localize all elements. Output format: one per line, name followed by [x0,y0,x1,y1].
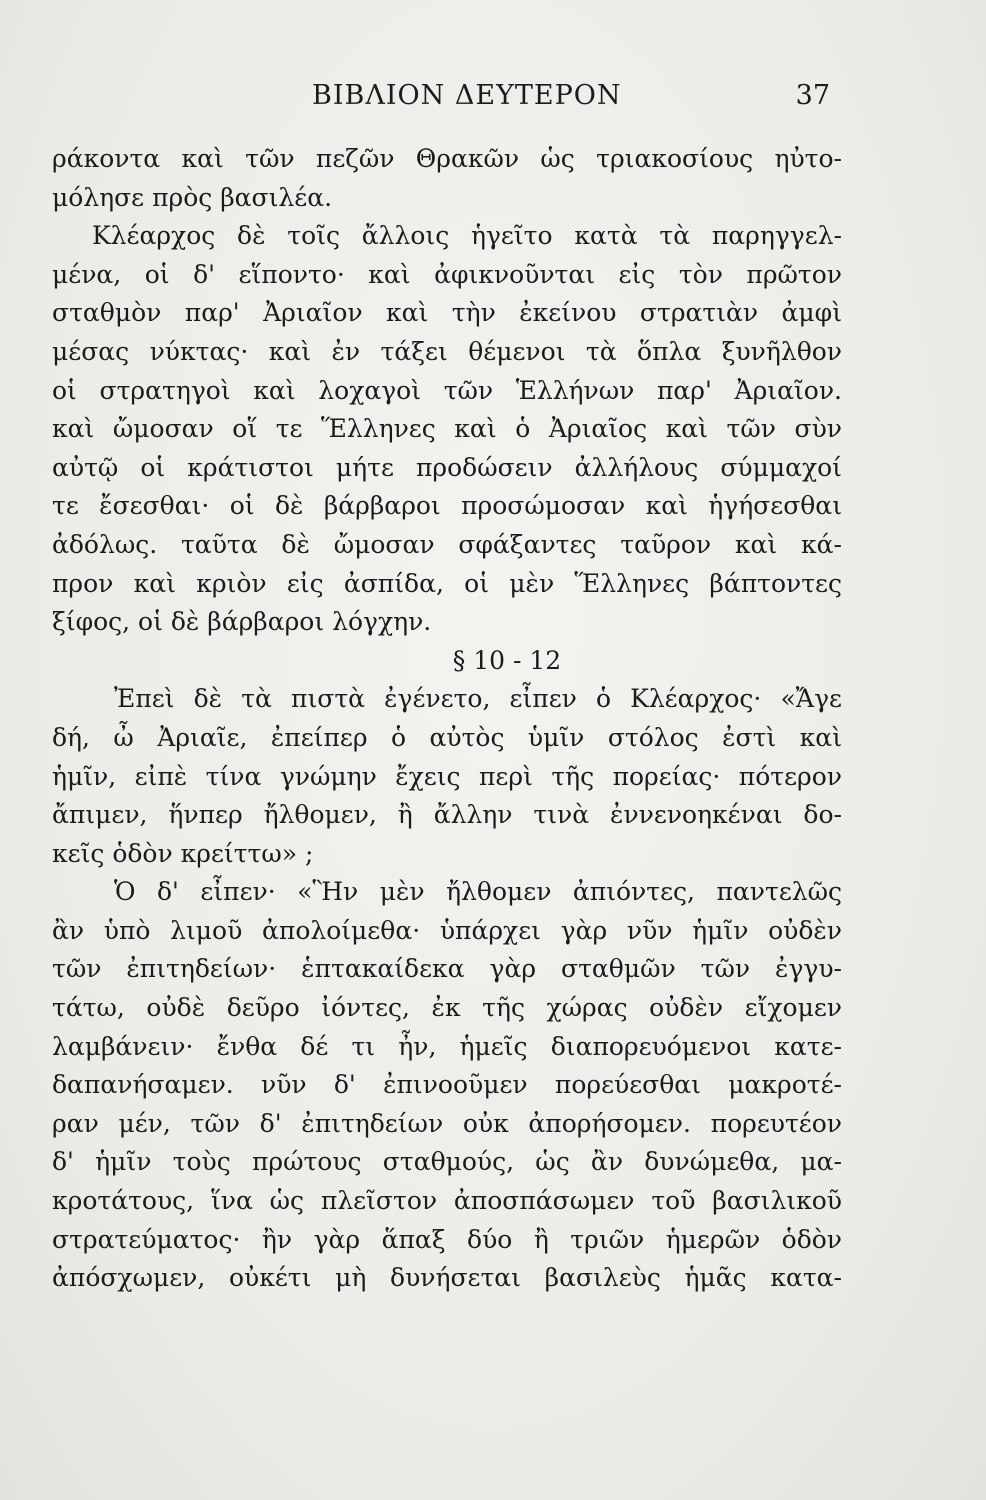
section-heading: § 10 - 12 [452,645,562,675]
text-line: λαμβάνειν· ἔνθα δέ τι ἦν, ἡμεῖς διαπορευόμενοι κατε- [52,1031,842,1061]
text-line: δαπανήσαμεν. νῦν δ' ἐπινοοῦμεν πορεύεσθαι μακροτέ- [52,1070,842,1100]
text-line: προν καὶ κριὸν εἰς ἀσπίδα, οἱ μὲν Ἕλληνες βάπτοντες [52,568,842,598]
text-line: ξίφος, οἱ δὲ βάρβαροι λόγχην. [52,607,432,637]
text-line: δ' ἡμῖν τοὺς πρώτους σταθμούς, ὡς ἂν δυνώμεθα, μα- [52,1147,842,1177]
running-head [60,76,840,116]
text-line: σταθμὸν παρ' Ἀριαῖον καὶ τὴν ἐκείνου στρατιὰν ἀμφὶ [52,298,842,328]
text-line: οἱ στρατηγοὶ καὶ λοχαγοὶ τῶν Ἑλλήνων παρ' Ἀριαῖον. [52,375,842,405]
text-line: καὶ ὤμοσαν οἵ τε Ἕλληνες καὶ ὁ Ἀριαῖος καὶ τῶν σὺν [52,414,842,444]
text-line: μέσας νύκτας· καὶ ἐν τάξει θέμενοι τὰ ὅπλα ξυνῆλθον [52,336,842,366]
body-text [52,140,842,1298]
text-line: ἂν ὑπὸ λιμοῦ ἀπολοίμεθα· ὑπάρχει γὰρ νῦν ἡμῖν οὐδὲν [52,915,842,945]
text-line: δή, ὦ Ἀριαῖε, ἐπείπερ ὁ αὐτὸς ὑμῖν στόλος ἐστὶ καὶ [52,722,842,752]
text-line: ράκοντα καὶ τῶν πεζῶν Θρακῶν ὡς τριακοσίους ηὐτο- [52,144,842,173]
text-line: ἀπόσχωμεν, οὐκέτι μὴ δυνήσεται βασιλεὺς ἡμᾶς κατα- [52,1263,842,1293]
text-line: κροτάτους, ἵνα ὡς πλεῖστον ἀποσπάσωμεν τοῦ βασιλικοῦ [52,1186,842,1216]
text-line: τε ἔσεσθαι· οἱ δὲ βάρβαροι προσώμοσαν καὶ ἡγήσεσθαι [52,491,842,521]
running-title: ΒΙΒΛΙΟΝ ΔΕΥΤΕΡΟΝ [312,80,622,111]
text-line: στρατεύματος· ἢν γὰρ ἅπαξ δύο ἢ τριῶν ἡμερῶν ὁδὸν [52,1224,842,1254]
text-line: ἀδόλως. ταῦτα δὲ ὤμοσαν σφάξαντες ταῦρον καὶ κά- [52,529,842,559]
text-line: κεῖς ὁδὸν κρείττω» ; [52,838,314,868]
text-line: μόλησε πρὸς βασιλέα. [52,182,333,212]
text-line: ραν μέν, τῶν δ' ἐπιτηδείων οὐκ ἀπορήσομεν. πορευτέον [52,1108,842,1138]
text-line: ἄπιμεν, ἥνπερ ἤλθομεν, ἢ ἄλλην τινὰ ἐννενοηκέναι δο- [52,800,842,830]
text-line: Ἐπεὶ δὲ τὰ πιστὰ ἐγένετο, εἶπεν ὁ Κλέαρχος· «Ἄγε [114,684,842,714]
text-line: τῶν ἐπιτηδείων· ἑπτακαίδεκα γὰρ σταθμῶν τῶν ἐγγυ- [52,954,842,984]
page-number: 37 [795,80,830,111]
text-line: ἡμῖν, εἰπὲ τίνα γνώμην ἔχεις περὶ τῆς πορείας· πότερον [52,761,842,791]
text-line: Ὁ δ' εἶπεν· «Ἣν μὲν ἤλθομεν ἀπιόντες, παντελῶς [114,877,842,907]
text-line: τάτω, οὐδὲ δεῦρο ἰόντες, ἐκ τῆς χώρας οὐδὲν εἴχομεν [52,993,842,1023]
text-line: Κλέαρχος δὲ τοῖς ἄλλοις ἡγεῖτο κατὰ τὰ παρηγγελ- [92,221,842,251]
text-line: αὐτῷ οἱ κράτιστοι μήτε προδώσειν ἀλλήλους σύμμαχοί [52,452,842,482]
text-line: μένα, οἱ δ' εἵποντο· καὶ ἀφικνοῦνται εἰς τὸν πρῶτον [52,259,842,289]
